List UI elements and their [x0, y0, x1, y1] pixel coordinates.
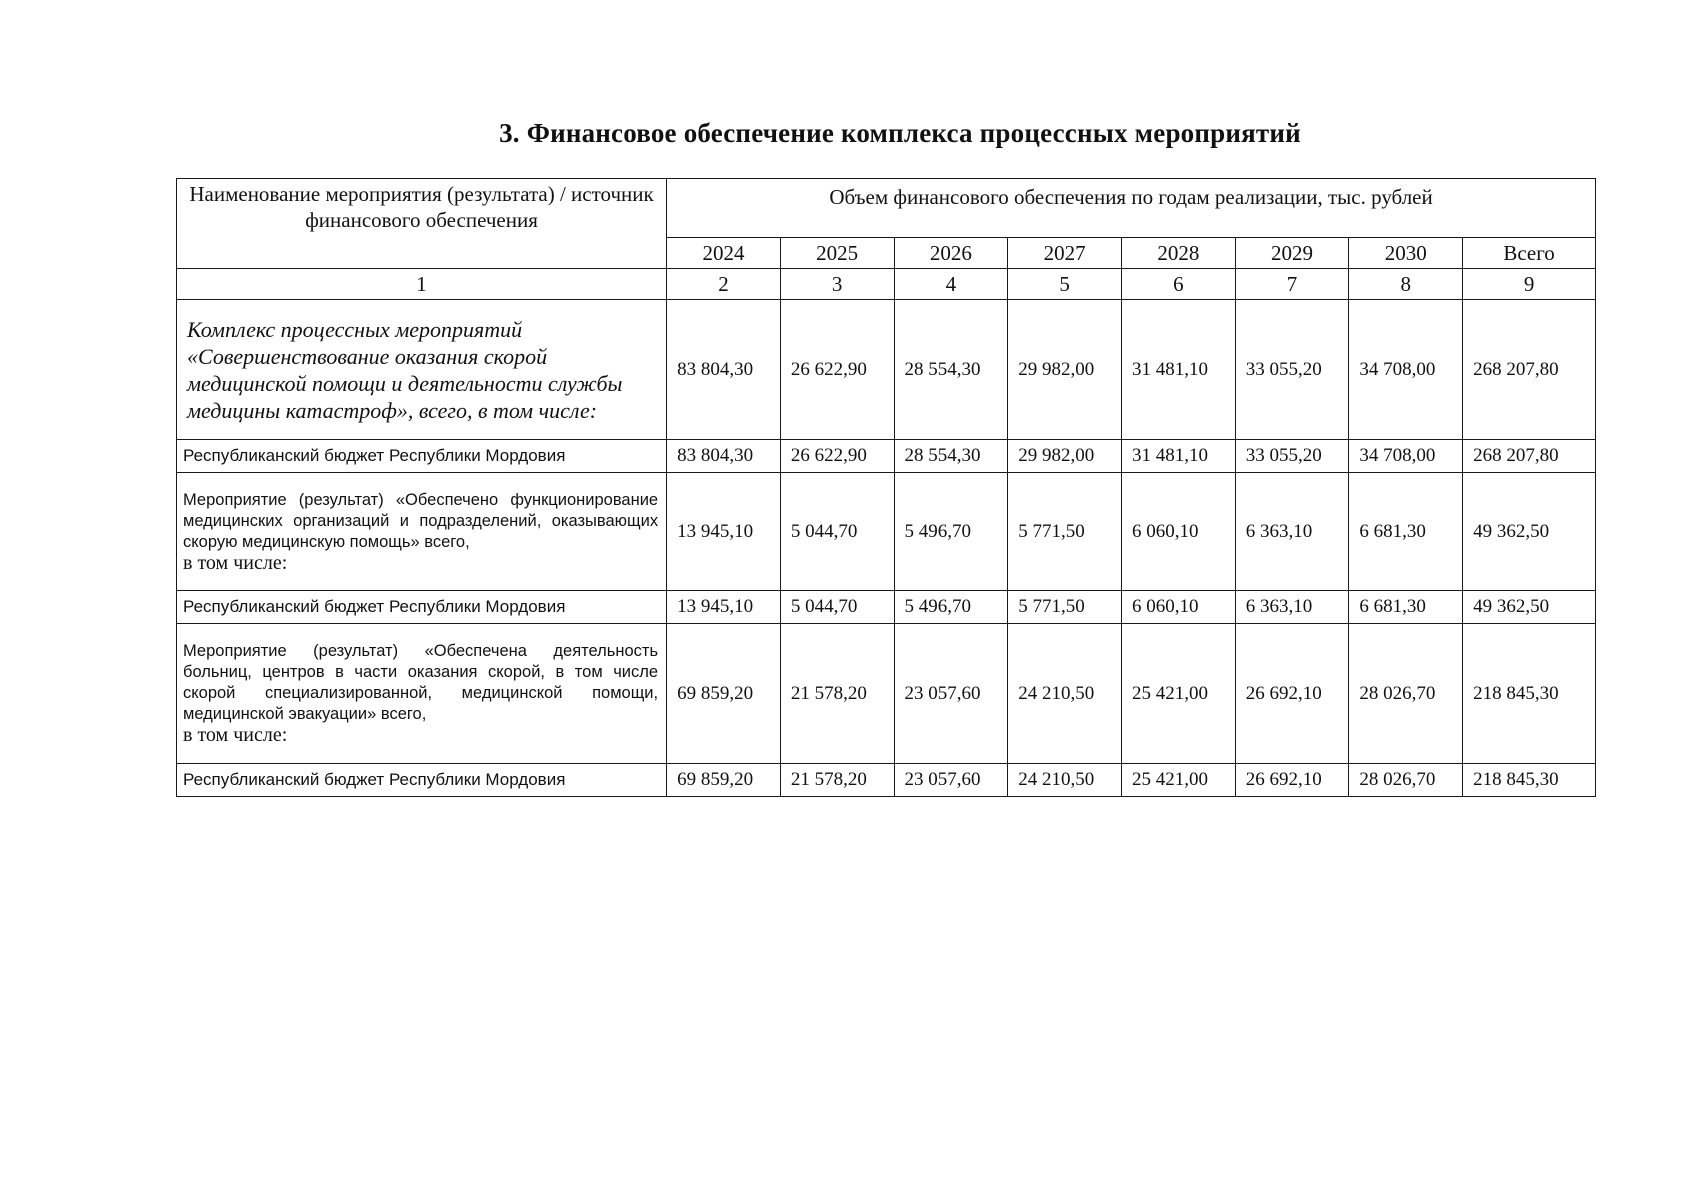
header-total: Всего — [1463, 238, 1596, 269]
value-cell: 5 496,70 — [894, 473, 1008, 591]
value-cell: 26 622,90 — [780, 440, 894, 473]
value-cell: 25 421,00 — [1121, 624, 1235, 764]
total-cell: 268 207,80 — [1463, 440, 1596, 473]
row-label: Комплекс процессных мероприятий «Совершенствование оказания скорой медицинской помощи и деятельности службы медицины катастроф», всего, в том числе: — [177, 300, 667, 440]
financing-table — [176, 178, 1596, 797]
col-number: 6 — [1121, 269, 1235, 300]
table-row-complex — [177, 300, 1596, 440]
value-cell: 25 421,00 — [1121, 764, 1235, 797]
header-year-2027: 2027 — [1008, 238, 1122, 269]
value-cell: 6 060,10 — [1121, 473, 1235, 591]
header-year-2028: 2028 — [1121, 238, 1235, 269]
row-label — [177, 624, 667, 764]
total-cell: 218 845,30 — [1463, 624, 1596, 764]
col-number: 2 — [667, 269, 781, 300]
value-cell: 5 496,70 — [894, 591, 1008, 624]
measure-tail: в том числе: — [183, 724, 288, 746]
col-number: 1 — [177, 269, 667, 300]
value-cell: 31 481,10 — [1121, 300, 1235, 440]
row-label: Республиканский бюджет Республики Мордовия — [177, 764, 667, 797]
value-cell: 83 804,30 — [667, 300, 781, 440]
value-cell: 21 578,20 — [780, 764, 894, 797]
header-year-2024: 2024 — [667, 238, 781, 269]
value-cell: 24 210,50 — [1008, 764, 1122, 797]
col-number: 3 — [780, 269, 894, 300]
header-year-2025: 2025 — [780, 238, 894, 269]
value-cell: 83 804,30 — [667, 440, 781, 473]
value-cell: 33 055,20 — [1235, 300, 1349, 440]
value-cell: 23 057,60 — [894, 764, 1008, 797]
measure-text: Мероприятие (результат) «Обеспечено функционирование медицинских организаций и подразделений, оказывающих скорую медицинскую помощь» всего, — [183, 490, 659, 551]
value-cell: 69 859,20 — [667, 764, 781, 797]
header-row-top — [177, 179, 1596, 238]
table-row-measure — [177, 473, 1596, 591]
col-number: 8 — [1349, 269, 1463, 300]
total-cell: 268 207,80 — [1463, 300, 1596, 440]
value-cell: 34 708,00 — [1349, 300, 1463, 440]
value-cell: 6 681,30 — [1349, 591, 1463, 624]
col-number: 9 — [1463, 269, 1596, 300]
value-cell: 5 771,50 — [1008, 591, 1122, 624]
table-row-budget — [177, 764, 1596, 797]
value-cell: 13 945,10 — [667, 473, 781, 591]
page-title: 3. Финансовое обеспечение комплекса процессных мероприятий — [499, 118, 1301, 148]
table-row-budget — [177, 591, 1596, 624]
value-cell: 69 859,20 — [667, 624, 781, 764]
table-row-budget — [177, 440, 1596, 473]
value-cell: 6 060,10 — [1121, 591, 1235, 624]
row-label: Республиканский бюджет Республики Мордовия — [177, 591, 667, 624]
header-year-2029: 2029 — [1235, 238, 1349, 269]
value-cell: 6 681,30 — [1349, 473, 1463, 591]
header-year-2026: 2026 — [894, 238, 1008, 269]
col-number: 5 — [1008, 269, 1122, 300]
value-cell: 6 363,10 — [1235, 591, 1349, 624]
value-cell: 23 057,60 — [894, 624, 1008, 764]
value-cell: 26 692,10 — [1235, 764, 1349, 797]
value-cell: 33 055,20 — [1235, 440, 1349, 473]
value-cell: 5 771,50 — [1008, 473, 1122, 591]
value-cell: 28 026,70 — [1349, 624, 1463, 764]
value-cell: 29 982,00 — [1008, 440, 1122, 473]
value-cell: 6 363,10 — [1235, 473, 1349, 591]
header-year-2030: 2030 — [1349, 238, 1463, 269]
value-cell: 5 044,70 — [780, 473, 894, 591]
value-cell: 28 554,30 — [894, 440, 1008, 473]
value-cell: 26 692,10 — [1235, 624, 1349, 764]
value-cell: 26 622,90 — [780, 300, 894, 440]
value-cell: 28 026,70 — [1349, 764, 1463, 797]
total-cell: 49 362,50 — [1463, 591, 1596, 624]
value-cell: 28 554,30 — [894, 300, 1008, 440]
col-number: 4 — [894, 269, 1008, 300]
header-volume-cell: Объем финансового обеспечения по годам реализации, тыс. рублей — [667, 179, 1596, 238]
col-number: 7 — [1235, 269, 1349, 300]
measure-text: Мероприятие (результат) «Обеспечена деятельность больниц, центров в части оказания скорой, в том числе скорой специализированной, медицинской помощи, медицинской эвакуации» всего, — [183, 642, 659, 723]
value-cell: 13 945,10 — [667, 591, 781, 624]
table-row-measure — [177, 624, 1596, 764]
header-row-col-numbers — [177, 269, 1596, 300]
row-label — [177, 473, 667, 591]
value-cell: 34 708,00 — [1349, 440, 1463, 473]
header-name-cell: Наименование мероприятия (результата) / источник финансового обеспечения — [177, 179, 667, 269]
value-cell: 31 481,10 — [1121, 440, 1235, 473]
value-cell: 29 982,00 — [1008, 300, 1122, 440]
value-cell: 5 044,70 — [780, 591, 894, 624]
total-cell: 218 845,30 — [1463, 764, 1596, 797]
value-cell: 24 210,50 — [1008, 624, 1122, 764]
total-cell: 49 362,50 — [1463, 473, 1596, 591]
value-cell: 21 578,20 — [780, 624, 894, 764]
row-label: Республиканский бюджет Республики Мордовия — [177, 440, 667, 473]
measure-tail: в том числе: — [183, 551, 288, 574]
